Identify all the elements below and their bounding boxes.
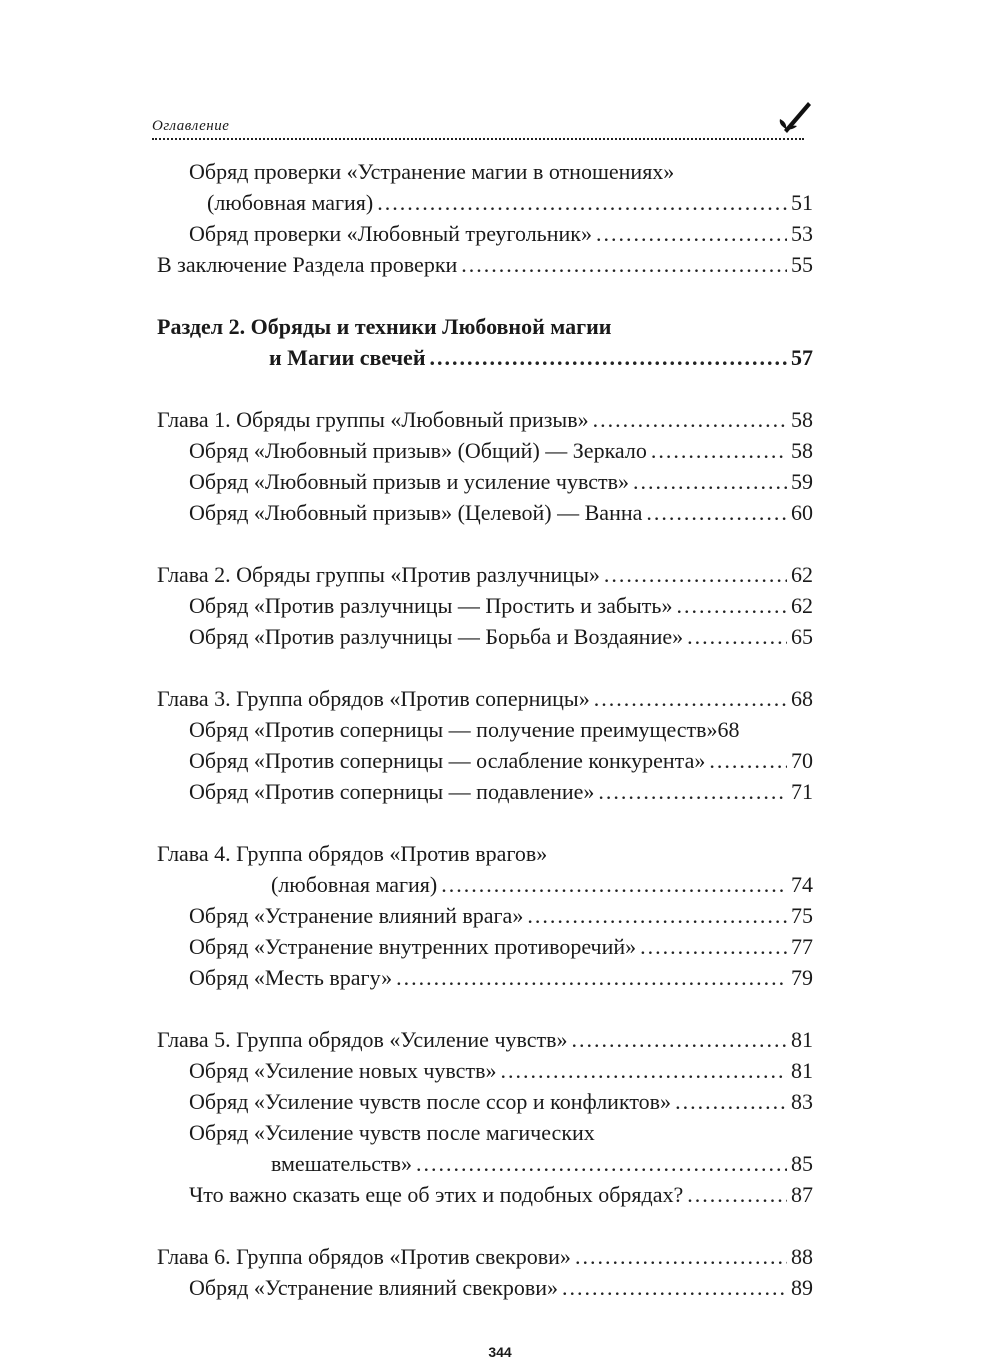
page-number: 60 [791, 500, 813, 525]
leader-dots [377, 187, 787, 218]
toc-entry: Обряд «Любовный призыв и усиление чувств» ..... 59 [157, 466, 813, 497]
page-number: 79 [791, 965, 813, 990]
leader-dots [633, 466, 787, 497]
toc-section-heading: Раздел 2. Обряды и техники Любовной магии [157, 314, 612, 339]
toc-chapter: Глава 3. Группа обрядов «Против соперницы» ..... 68 [157, 683, 813, 714]
leader-dots [646, 497, 787, 528]
toc-entry: Обряд проверки «Устранение магии в отношениях» [189, 159, 675, 184]
page-number: 62 [791, 593, 813, 618]
page-number: 74 [791, 872, 813, 897]
toc-entry: Обряд «Против разлучницы — Борьба и Воздаяние» ..... 65 [157, 621, 813, 652]
page-number: 87 [791, 1182, 813, 1207]
page-number: 51 [791, 190, 813, 215]
toc-entry: (любовная магия) ..... 51 [157, 187, 813, 218]
leader-dots [676, 590, 787, 621]
toc-entry: Обряд «Усиление новых чувств» ..... 81 [157, 1055, 813, 1086]
toc-entry: Обряд «Против соперницы — ослабление конкурента» ..... 70 [157, 745, 813, 776]
toc-entry: Обряд «Усиление чувств после магических [189, 1120, 595, 1145]
toc-entry: Обряд «Устранение влияний врага» ..... 75 [157, 900, 813, 931]
toc-entry: Обряд «Устранение внутренних противоречий» ..... 77 [157, 931, 813, 962]
leader-dots [593, 404, 787, 435]
leader-dots [500, 1055, 787, 1086]
toc-entry: Обряд «Против соперницы — получение преимуществ»68 [189, 717, 740, 742]
table-of-contents [157, 156, 813, 1303]
leader-dots [575, 1241, 787, 1272]
toc-entry: Обряд «Месть врагу» ..... 79 [157, 962, 813, 993]
leader-dots [640, 931, 787, 962]
page-number: 81 [791, 1027, 813, 1052]
page-number: 85 [791, 1151, 813, 1176]
leader-dots [396, 962, 787, 993]
quill-pen-icon [776, 96, 816, 136]
toc-entry: Обряд «Против разлучницы — Простить и забыть» ..... 62 [157, 590, 813, 621]
toc-chapter: Глава 5. Группа обрядов «Усиление чувств» ..... 81 [157, 1024, 813, 1055]
toc-entry: Обряд проверки «Любовный треугольник» ..... 53 [157, 218, 813, 249]
leader-dots [604, 559, 787, 590]
toc-entry: Обряд «Устранение влияний свекрови» ..... 89 [157, 1272, 813, 1303]
toc-chapter: Глава 2. Обряды группы «Против разлучницы» ..... 62 [157, 559, 813, 590]
leader-dots [651, 435, 787, 466]
header-dotted-rule [152, 138, 804, 140]
page-number: 59 [791, 469, 813, 494]
page-number: 58 [791, 438, 813, 463]
leader-dots [675, 1086, 787, 1117]
page-number: 89 [791, 1275, 813, 1300]
toc-chapter: Глава 6. Группа обрядов «Против свекрови» ..... 88 [157, 1241, 813, 1272]
page-number: 81 [791, 1058, 813, 1083]
leader-dots [562, 1272, 787, 1303]
leader-dots [687, 621, 787, 652]
toc-entry: Обряд «Против соперницы — подавление» ..... 71 [157, 776, 813, 807]
page-number: 75 [791, 903, 813, 928]
page-number: 55 [791, 252, 813, 277]
page-number: 77 [791, 934, 813, 959]
toc-entry: вмешательств» ..... 85 [157, 1148, 813, 1179]
leader-dots [598, 776, 787, 807]
toc-chapter: Глава 4. Группа обрядов «Против врагов» [157, 841, 548, 866]
leader-dots [461, 249, 787, 280]
page-folio: 344 [488, 1344, 512, 1360]
page-number: 70 [791, 748, 813, 773]
page-number: 58 [791, 407, 813, 432]
running-head-title: Оглавление [152, 118, 230, 134]
leader-dots [594, 683, 787, 714]
page-number: 53 [791, 221, 813, 246]
page-number: 88 [791, 1244, 813, 1269]
leader-dots [572, 1024, 787, 1055]
page-number: 71 [791, 779, 813, 804]
toc-entry: В заключение Раздела проверки ..... 55 [157, 249, 813, 280]
page-number: 62 [791, 562, 813, 587]
toc-chapter: Глава 1. Обряды группы «Любовный призыв» ..... 58 [157, 404, 813, 435]
toc-entry: Обряд «Любовный призыв» (Общий) — Зеркало ..... 58 [157, 435, 813, 466]
leader-dots [596, 218, 787, 249]
page-number: 68 [791, 686, 813, 711]
leader-dots [441, 869, 787, 900]
leader-dots [430, 342, 788, 373]
toc-section-heading: и Магии свечей ..... 57 [157, 342, 813, 373]
toc-chapter: (любовная магия) ..... 74 [157, 869, 813, 900]
leader-dots [416, 1148, 787, 1179]
page-number: 57 [791, 345, 813, 370]
page-number: 83 [791, 1089, 813, 1114]
toc-entry: Обряд «Усиление чувств после ссор и конфликтов» ..... 83 [157, 1086, 813, 1117]
toc-entry: Что важно сказать еще об этих и подобных обрядах? ..... 87 [157, 1179, 813, 1210]
running-header [152, 112, 804, 146]
leader-dots [687, 1179, 787, 1210]
leader-dots [527, 900, 787, 931]
page-number: 65 [791, 624, 813, 649]
leader-dots [709, 745, 787, 776]
toc-entry: Обряд «Любовный призыв» (Целевой) — Ванна ..... 60 [157, 497, 813, 528]
